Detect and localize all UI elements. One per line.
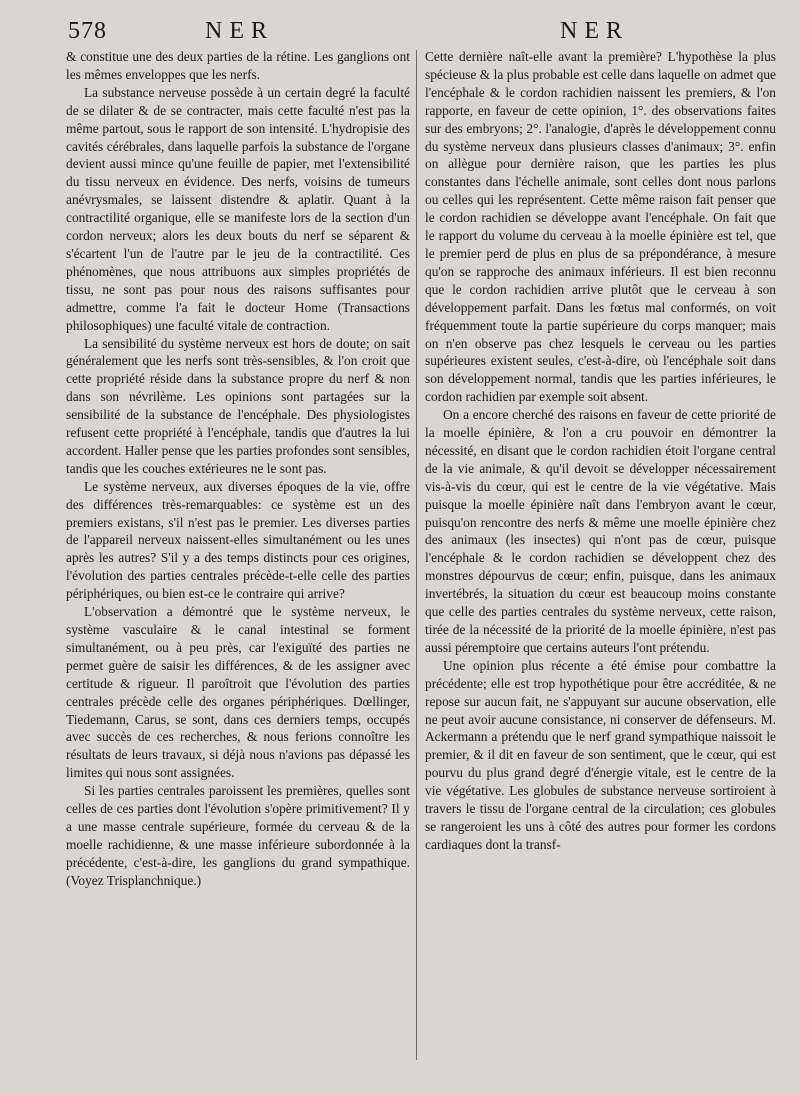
running-head-right: NER	[560, 18, 629, 44]
paragraph: Cette dernière naît-elle avant la première? L'hypothèse la plus spécieuse & la plus probable est celle dans laquelle on admet que l'encéphale & le cordon rachidien naissent les premiers, & l'on rapporte, en faveur de cette opinion, 1°. des observations faites sur des embryons; 2°. l'analogie, d'après le développement connu du système nerveux dans plusieurs classes d'animaux; 3°. enfin on allègue pour dernière raison, que les parties les plus constantes dans l'échelle animale, sont celles dont nous parlons ou celles qui les représentent. Cette même raison fait penser que le cordon rachidien se développe avant l'encéphale. On fait que le rapport du volume du cerveau à la moelle épinière est tel, que le premier perd de plus en plus de sa prépondérance, à mesure qu'on se rapproche des animaux inférieurs. Il est bien reconnu que le cordon rachidien arrive plutôt que le cerveau à son développement parfait. Dans les fœtus mal conformés, on voit fréquemment toute la partie supérieure du corps manquer; mais on n'en observe pas chez lesquels le cerveau ou les parties supérieures existent seules, c'est-à-dire, où l'encéphale soit dans son développement normal, tandis que les parties inférieures, le cordon rachidien par exemple soit absent.	[425, 49, 776, 405]
left-column	[66, 48, 410, 890]
paragraph: Une opinion plus récente a été émise pour combattre la précédente; elle est trop hypothétique pour être accréditée, & ne repose sur aucun fait, ne s'appuyant sur aucune observation, elle ne peut avoir aucune consistance, ni conserver de défenseurs. M. Ackermann a prétendu que le nerf grand sympathique naissoit le premier, & il dit en faveur de son sentiment, que le cœur, qui est pourvu du plus grand degré d'énergie vitale, est le centre de la vie végétative. Les globules de substance nerveuse sortiroient à travers le tissu de l'organe central de la circulation; ces globules se rangeroient les uns à côté des autres pour former les cordons cardiaques dont la transf-	[425, 657, 776, 852]
paragraph: Le système nerveux, aux diverses époques de la vie, offre des différences très-remarquables: ce système est un des premiers existans, s'il n'est pas le premier. Les diverses parties de l'appareil nerveux naissent-elles simultanément ou les unes après les autres? S'il y a des temps distincts pour ces origines, l'évolution des parties centrales précède-t-elle celle des parties périphériques, ou bien est-ce le contraire qui arrive?	[66, 478, 410, 602]
page-number: 578	[68, 18, 107, 44]
paragraph: La substance nerveuse possède à un certain degré la faculté de se dilater & de se contracter, mais cette faculté n'est pas la même partout, sous le rapport de son intensité. L'hydropisie des cavités cérébrales, dans laquelle parfois la substance de l'organe devient aussi mince qu'une feuille de papier, met l'extensibilité du tissu nerveux en évidence. Des nerfs, voisins de tumeurs anévrysmales, se laissent distendre & aplatir. Quant à la contractilité organique, elle se manifeste lors de la section d'un cordon nerveux; alors les deux bouts du nerf se séparent & s'écartent l'un de l'autre par le jeu de la contractilité. Ces phénomènes, que nous attribuons aux simples propriétés de tissu, ne sont pas pour nous des raisons suffisantes pour admettre, comme l'a fait le docteur Home (Transactions philosophiques) une faculté vitale de contraction.	[66, 84, 410, 333]
paragraph: & constitue une des deux parties de la rétine. Les ganglions ont les mêmes enveloppes que les nerfs.	[66, 49, 410, 82]
paragraph: On a encore cherché des raisons en faveur de cette priorité de la moelle épinière, & l'on a cru pouvoir en démontrer la nécessité, en disant que le cordon rachidien étoit l'organe central de la vie animale, & qu'il devoit se développer nécessairement vis-à-vis du cœur, qui est le centre de la vie végétative. Mais puisque la moelle épinière naît dans l'embryon avant le cœur, puisqu'on rencontre des nerfs & même une moelle épinière chez des animaux (les insectes) qui n'ont pas de cœur, puisque l'encéphale & le cordon rachidien se développent chez des monstres dépourvus de cœur; enfin, puisque, dans les animaux invertébrés, la situation du cœur est beaucoup moins constante que celle des parties centrales du système nerveux, cette raison, tirée de la nécessité de la priorité de la moelle épinière, n'est pas aussi péremptoire que certains auteurs l'ont prétendu.	[425, 407, 776, 655]
paragraph: La sensibilité du système nerveux est hors de doute; on sait généralement que les nerfs sont très-sensibles, & l'on croit que cette propriété réside dans la substance propre du nerf & non dans son névrilème. Les opinions sont partagées sur la sensibilité de la substance de l'encéphale. Des physiologistes refusent cette propriété à l'encéphale, tandis que d'autres la lui accordent. Haller pense que les parties profondes sont sensibles, tandis que les couches extérieures ne le sont pas.	[66, 335, 410, 476]
page-header	[0, 14, 800, 50]
paragraph: Si les parties centrales paroissent les premières, quelles sont celles de ces parties dont l'évolution s'opère primitivement? Il y a une masse centrale supérieure, formée du cerveau & de la moelle rachidienne, & une masse inférieure subordonnée à la précédente, c'est-à-dire, les ganglions du grand sympathique. (Voyez Trisplanchnique.)	[66, 783, 410, 888]
column-divider	[416, 50, 417, 1060]
running-head-left: NER	[205, 18, 274, 44]
paragraph: L'observation a démontré que le système nerveux, le système vasculaire & le canal intestinal se forment simultanément, ou à peu près, car l'exiguïté des parties ne permet guère de saisir les différences, & de les assigner avec certitude & rigueur. Il paroîtroit que l'évolution des parties centrales précède celle des organes périphériques. Dœllinger, Tiedemann, Carus, se sont, dans ces derniers temps, occupés avec succès de ces recherches, & nous ferions connoître les résultats de leurs travaux, si déjà nous n'avions pas dépassé les limites qui nous sont assignées.	[66, 604, 410, 781]
right-column	[425, 48, 776, 854]
